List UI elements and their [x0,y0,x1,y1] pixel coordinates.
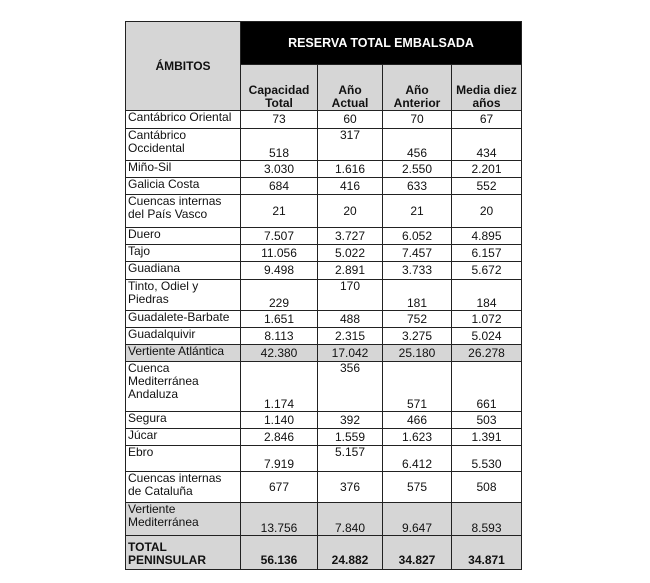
value-cell: 170 [318,280,383,311]
header-ambitos: ÁMBITOS [126,22,241,111]
value-cell: 633 [383,178,452,195]
value-cell: 5.024 [452,328,522,345]
value-cell: 571 [383,362,452,412]
table-row [126,362,522,412]
table-row [126,472,522,503]
row-label: Tajo [126,245,241,262]
table-row [126,429,522,446]
value-cell: 9.647 [383,503,452,536]
value-cell: 21 [383,195,452,228]
header-ano-anterior: Año Anterior [383,65,452,111]
table-row [126,111,522,129]
row-label: Guadalquivir [126,328,241,345]
value-cell: 3.733 [383,262,452,280]
value-cell: 434 [452,129,522,161]
table-row [126,328,522,345]
value-cell: 56.136 [241,536,318,570]
header-capacidad-total: Capacidad Total [241,65,318,111]
value-cell: 356 [318,362,383,412]
value-cell: 42.380 [241,345,318,362]
value-cell: 7.457 [383,245,452,262]
value-cell: 1.174 [241,362,318,412]
value-cell: 4.895 [452,228,522,245]
row-label: Tinto, Odiel y Piedras [126,280,241,311]
value-cell: 518 [241,129,318,161]
value-cell: 20 [452,195,522,228]
row-label: Ebro [126,446,241,472]
row-label: Cantábrico Occidental [126,129,241,161]
row-label: Vertiente Mediterránea [126,503,241,536]
value-cell: 24.882 [318,536,383,570]
value-cell: 181 [383,280,452,311]
table-row [126,345,522,362]
value-cell: 6.412 [383,446,452,472]
value-cell: 1.072 [452,311,522,328]
value-cell: 3.030 [241,161,318,178]
value-cell: 752 [383,311,452,328]
value-cell: 1.616 [318,161,383,178]
value-cell: 1.623 [383,429,452,446]
row-label: TOTAL PENINSULAR [126,536,241,570]
value-cell: 1.559 [318,429,383,446]
value-cell: 5.672 [452,262,522,280]
value-cell: 575 [383,472,452,503]
row-label: Galicia Costa [126,178,241,195]
value-cell: 661 [452,362,522,412]
header-ano-actual: Año Actual [318,65,383,111]
value-cell: 7.919 [241,446,318,472]
value-cell: 13.756 [241,503,318,536]
value-cell: 7.507 [241,228,318,245]
row-label: Cuencas internas del País Vasco [126,195,241,228]
value-cell: 6.157 [452,245,522,262]
header-reserva-total: RESERVA TOTAL EMBALSADA [241,22,522,65]
value-cell: 60 [318,111,383,129]
value-cell: 20 [318,195,383,228]
value-cell: 26.278 [452,345,522,362]
table-row [126,536,522,570]
value-cell: 376 [318,472,383,503]
table-body [126,111,522,570]
value-cell: 2.846 [241,429,318,446]
value-cell: 503 [452,412,522,429]
value-cell: 456 [383,129,452,161]
value-cell: 5.530 [452,446,522,472]
value-cell: 17.042 [318,345,383,362]
value-cell: 1.391 [452,429,522,446]
table-row [126,195,522,228]
table-row [126,503,522,536]
value-cell: 7.840 [318,503,383,536]
value-cell: 2.550 [383,161,452,178]
row-label: Cuenca Mediterránea Andaluza [126,362,241,412]
value-cell: 184 [452,280,522,311]
value-cell: 392 [318,412,383,429]
value-cell: 2.315 [318,328,383,345]
value-cell: 25.180 [383,345,452,362]
value-cell: 466 [383,412,452,429]
value-cell: 1.651 [241,311,318,328]
row-label: Duero [126,228,241,245]
value-cell: 3.727 [318,228,383,245]
value-cell: 552 [452,178,522,195]
table-row [126,228,522,245]
value-cell: 677 [241,472,318,503]
table-row [126,262,522,280]
value-cell: 508 [452,472,522,503]
row-label: Miño-Sil [126,161,241,178]
value-cell: 5.022 [318,245,383,262]
table-row [126,178,522,195]
table-row [126,446,522,472]
value-cell: 684 [241,178,318,195]
value-cell: 67 [452,111,522,129]
row-label: Cantábrico Oriental [126,111,241,129]
value-cell: 6.052 [383,228,452,245]
row-label: Guadalete-Barbate [126,311,241,328]
reservoir-table [125,21,522,570]
table-row [126,245,522,262]
value-cell: 34.827 [383,536,452,570]
value-cell: 70 [383,111,452,129]
header-media-diez-anos: Media diez años [452,65,522,111]
row-label: Segura [126,412,241,429]
value-cell: 229 [241,280,318,311]
table-row [126,129,522,161]
value-cell: 9.498 [241,262,318,280]
value-cell: 8.593 [452,503,522,536]
table-row [126,412,522,429]
value-cell: 416 [318,178,383,195]
value-cell: 73 [241,111,318,129]
value-cell: 11.056 [241,245,318,262]
value-cell: 5.157 [318,446,383,472]
value-cell: 1.140 [241,412,318,429]
value-cell: 2.201 [452,161,522,178]
value-cell: 8.113 [241,328,318,345]
table-row [126,311,522,328]
value-cell: 317 [318,129,383,161]
table-row [126,161,522,178]
value-cell: 2.891 [318,262,383,280]
value-cell: 3.275 [383,328,452,345]
row-label: Júcar [126,429,241,446]
value-cell: 34.871 [452,536,522,570]
value-cell: 21 [241,195,318,228]
table-row [126,280,522,311]
row-label: Vertiente Atlántica [126,345,241,362]
row-label: Guadiana [126,262,241,280]
value-cell: 488 [318,311,383,328]
row-label: Cuencas internas de Cataluña [126,472,241,503]
